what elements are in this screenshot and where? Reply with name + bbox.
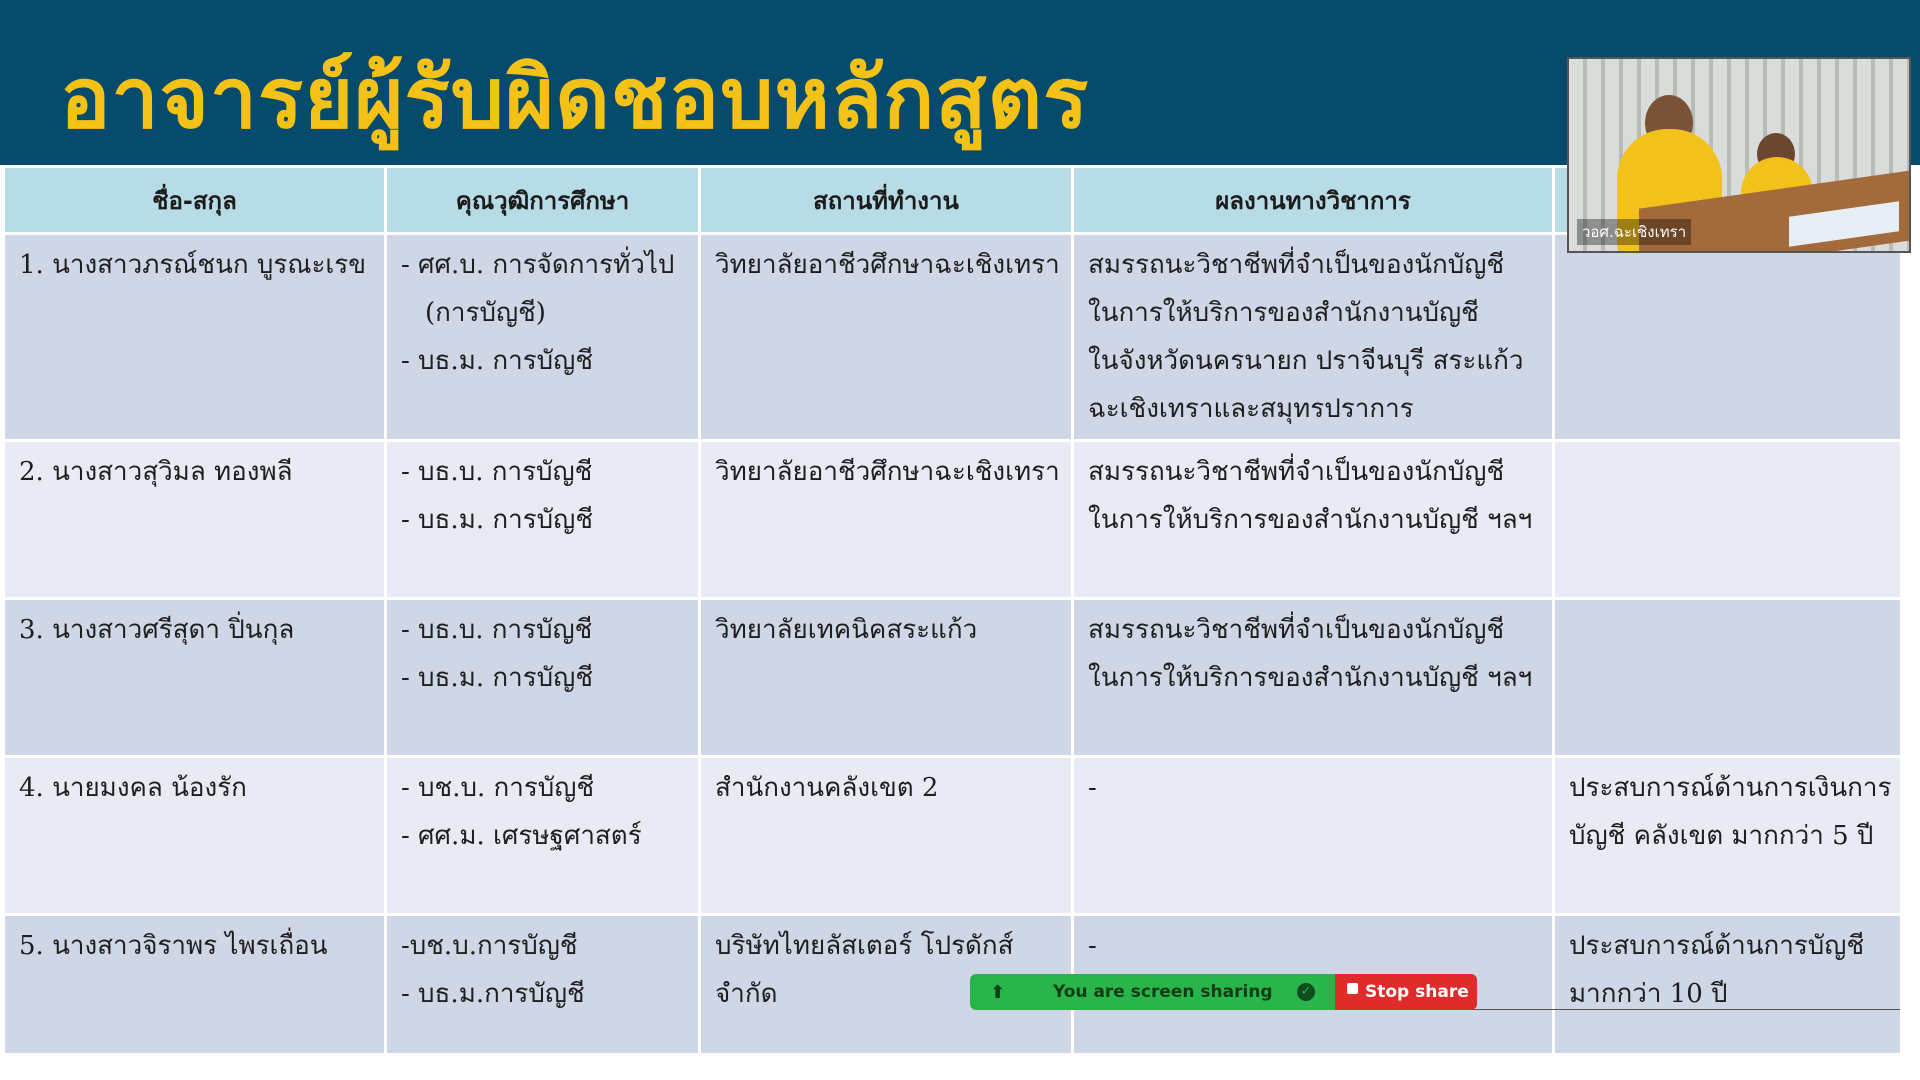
participant-video-tile[interactable] (1567, 57, 1911, 253)
education-line: - บธ.บ. การบัญชี (401, 615, 593, 645)
participant-name-label: วอศ.ฉะเชิงเทรา (1577, 219, 1691, 245)
stop-share-button[interactable] (1335, 974, 1477, 1010)
cell-name (4, 234, 386, 441)
share-arrow-icon: ⬆ (990, 982, 1006, 1003)
header-name: ชื่อ-สกุล (4, 167, 386, 234)
cell-experience (1554, 599, 1902, 757)
academic-line: สมรรถนะวิชาชีพที่จำเป็นของนักบัญชี (1088, 615, 1505, 645)
name-text: 1. นางสาวภรณ์ชนก บูรณะเรข (19, 250, 367, 280)
experience-line: บัญชี คลังเขต มากกว่า 5 ปี (1569, 821, 1874, 851)
education-line: - บธ.ม.การบัญชี (401, 979, 585, 1009)
cell-workplace (700, 234, 1073, 441)
experience-line: มากกว่า 10 ปี (1569, 979, 1728, 1009)
academic-line: สมรรถนะวิชาชีพที่จำเป็นของนักบัญชี (1088, 457, 1505, 487)
cell-education (386, 441, 700, 599)
cell-name (4, 915, 386, 1055)
cell-workplace (700, 757, 1073, 915)
header-education: คุณวุฒิการศึกษา (386, 167, 700, 234)
experience-line: ประสบการณ์ด้านการเงินการ (1569, 773, 1892, 803)
cell-experience (1554, 915, 1902, 1055)
cell-name (4, 757, 386, 915)
academic-line: ในการให้บริการของสำนักงานบัญชี ฯลฯ (1088, 663, 1533, 693)
table-row (4, 599, 1902, 757)
screen-share-status-bar[interactable] (970, 974, 1335, 1010)
education-line: - ศศ.บ. การจัดการทั่วไป (401, 250, 675, 280)
education-line: - บธ.ม. การบัญชี (401, 346, 593, 376)
stop-icon (1347, 983, 1358, 994)
name-text: 5. นางสาวจิราพร ไพรเถื่อน (19, 931, 328, 961)
name-text: 2. นางสาวสุวิมล ทองพลี (19, 457, 293, 487)
header-academic-work: ผลงานทางวิชาการ (1073, 167, 1554, 234)
academic-line: - (1088, 773, 1097, 803)
education-line: (การบัญชี) (425, 298, 546, 328)
education-line: - บธ.ม. การบัญชี (401, 663, 593, 693)
cell-education (386, 915, 700, 1055)
workplace-line: จำกัด (715, 979, 778, 1009)
faculty-table (2, 165, 1903, 1056)
screen-share-status-text: You are screen sharing (1053, 982, 1273, 1002)
cell-workplace (700, 599, 1073, 757)
education-line: - บช.บ. การบัญชี (401, 773, 595, 803)
cell-academic (1073, 757, 1554, 915)
education-line: -บช.บ.การบัญชี (401, 931, 578, 961)
education-line: - ศศ.ม. เศรษฐศาสตร์ (401, 821, 642, 851)
name-text: 3. นางสาวศรีสุดา ปิ่นกุล (19, 615, 295, 645)
shield-check-icon: ✓ (1297, 983, 1315, 1001)
academic-line: ในการให้บริการของสำนักงานบัญชี (1088, 298, 1479, 328)
cell-education (386, 599, 700, 757)
academic-line: - (1088, 931, 1097, 961)
table-row (4, 757, 1902, 915)
cell-education (386, 757, 700, 915)
table-row (4, 441, 1902, 599)
table-row (4, 915, 1902, 1055)
cell-academic (1073, 441, 1554, 599)
stop-share-label: Stop share (1365, 982, 1469, 1002)
workplace-line: วิทยาลัยอาชีวศึกษาฉะเชิงเทรา (715, 457, 1060, 487)
cell-name (4, 599, 386, 757)
experience-line: ประสบการณ์ด้านการบัญชี (1569, 931, 1865, 961)
header-workplace: สถานที่ทำงาน (700, 167, 1073, 234)
table-row (4, 234, 1902, 441)
cell-education (386, 234, 700, 441)
cell-academic (1073, 599, 1554, 757)
education-line: - บธ.บ. การบัญชี (401, 457, 593, 487)
cell-academic (1073, 234, 1554, 441)
workplace-line: สำนักงานคลังเขต 2 (715, 773, 939, 803)
workplace-line: วิทยาลัยเทคนิคสระแก้ว (715, 615, 978, 645)
workplace-line: วิทยาลัยอาชีวศึกษาฉะเชิงเทรา (715, 250, 1060, 280)
education-line: - บธ.ม. การบัญชี (401, 505, 593, 535)
slide-title: อาจารย์ผู้รับผิดชอบหลักสูตร (60, 49, 1090, 147)
cell-experience (1554, 757, 1902, 915)
academic-line: ในการให้บริการของสำนักงานบัญชี ฯลฯ (1088, 505, 1533, 535)
academic-line: สมรรถนะวิชาชีพที่จำเป็นของนักบัญชี (1088, 250, 1505, 280)
cell-experience (1554, 441, 1902, 599)
name-text: 4. นายมงคล น้องรัก (19, 773, 247, 803)
cell-name (4, 441, 386, 599)
cell-experience (1554, 234, 1902, 441)
cell-workplace (700, 441, 1073, 599)
academic-line: ในจังหวัดนครนายก ปราจีนบุรี สระแก้ว (1088, 346, 1524, 376)
workplace-line: บริษัทไทยลัสเตอร์ โปรดักส์ (715, 931, 1014, 961)
academic-line: ฉะเชิงเทราและสมุทรปราการ (1088, 394, 1414, 424)
